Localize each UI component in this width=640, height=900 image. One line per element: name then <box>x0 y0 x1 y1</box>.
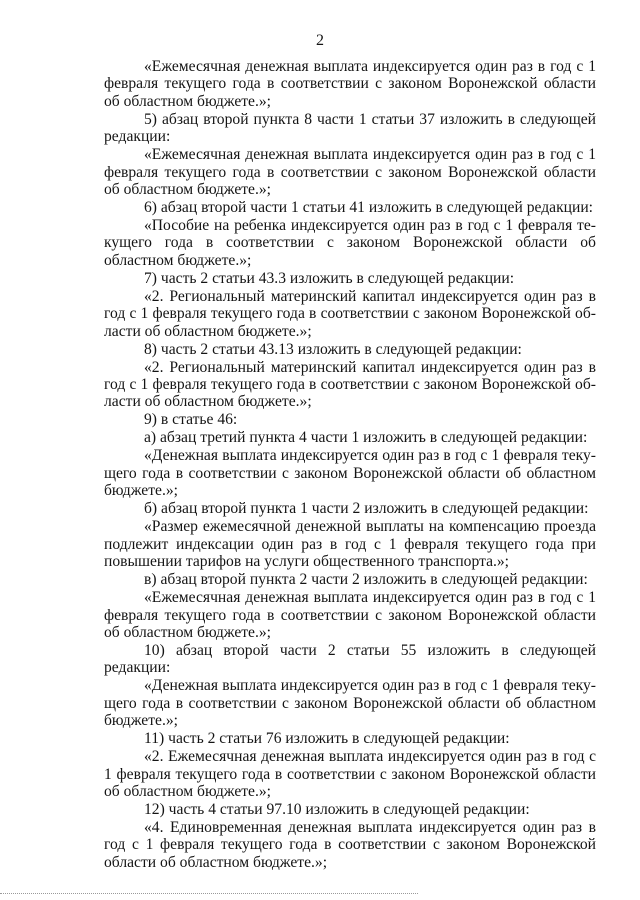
paragraph: а) абзац третий пункта 4 части 1 изложить в следующей редакции: <box>144 429 588 447</box>
paragraph: «Ежемесячная денежная выплата индексируется один раз в год с 1 февраля текущего года в соответствии с законом Воронежской области об областном бюджете.»; <box>104 146 596 199</box>
paragraph: «2. Региональный материнский капитал индексируется один раз в год с 1 февраля текущего года в соответствии с законом Воронежской области об областном бюджете.»; <box>104 287 596 340</box>
document-body <box>104 58 596 871</box>
page-number: 2 <box>316 32 324 49</box>
paragraph: 10) абзац второй части 2 статьи 55 изложить в следующей редакции: <box>104 641 596 677</box>
paragraph: 12) часть 4 статьи 97.10 изложить в следующей редакции: <box>144 800 530 818</box>
paragraph: «Денежная выплата индексируется один раз в год с 1 февраля текущего года в соответствии с законом Воронежской области об областном бюджете.»; <box>104 677 596 730</box>
paragraph: «Денежная выплата индексируется один раз в год с 1 февраля текущего года в соответствии с законом Воронежской области об областном бюджете.»; <box>104 447 596 500</box>
paragraph: 9) в статье 46: <box>144 411 238 429</box>
paragraph: «2. Региональный материнский капитал индексируется один раз в год с 1 февраля текущего года в соответствии с законом Воронежской области об областном бюджете.»; <box>104 358 596 411</box>
paragraph: б) абзац второй пункта 1 части 2 изложить в следующей редакции: <box>144 500 589 518</box>
paragraph: «4. Единовременная денежная выплата индексируется один раз в год с 1 февраля текущего года в соответствии с законом Воронежской области об областном бюджете.»; <box>104 818 596 871</box>
paragraph: в) абзац второй пункта 2 части 2 изложить в следующей редакции: <box>144 571 588 589</box>
paragraph: 8) часть 2 статьи 43.13 изложить в следующей редакции: <box>144 340 522 358</box>
footer-divider <box>0 893 418 894</box>
paragraph: «Размер ежемесячной денежной выплаты на компенсацию проезда подлежит индексации один раз в год с 1 февраля текущего года при повышении тарифов на услуги общественного транспорта.»; <box>104 518 596 571</box>
paragraph: «2. Ежемесячная денежная выплата индексируется один раз в год с 1 февраля текущего года в соответствии с законом Воронежской области об областном бюджете.»; <box>104 748 596 800</box>
paragraph: «Ежемесячная денежная выплата индексируется один раз в год с 1 февраля текущего года в соответствии с законом Воронежской области об областном бюджете.»; <box>104 589 596 641</box>
paragraph: 6) абзац второй части 1 статьи 41 изложить в следующей редакции: <box>144 199 594 217</box>
paragraph: «Ежемесячная денежная выплата индексируется один раз в год с 1 февраля текущего года в соответствии с законом Воронежской области об областном бюджете.»; <box>104 58 596 110</box>
paragraph: 7) часть 2 статьи 43.3 изложить в следующей редакции: <box>144 269 515 287</box>
paragraph: 5) абзац второй пункта 8 части 1 статьи 37 изложить в следующей редакции: <box>104 110 596 146</box>
paragraph: 11) часть 2 статьи 76 изложить в следующей редакции: <box>144 730 510 748</box>
paragraph: «Пособие на ребенка индексируется один раз в год с 1 февраля текущего года в соответствии с законом Воронежской области об областном бюджете.»; <box>104 217 596 269</box>
